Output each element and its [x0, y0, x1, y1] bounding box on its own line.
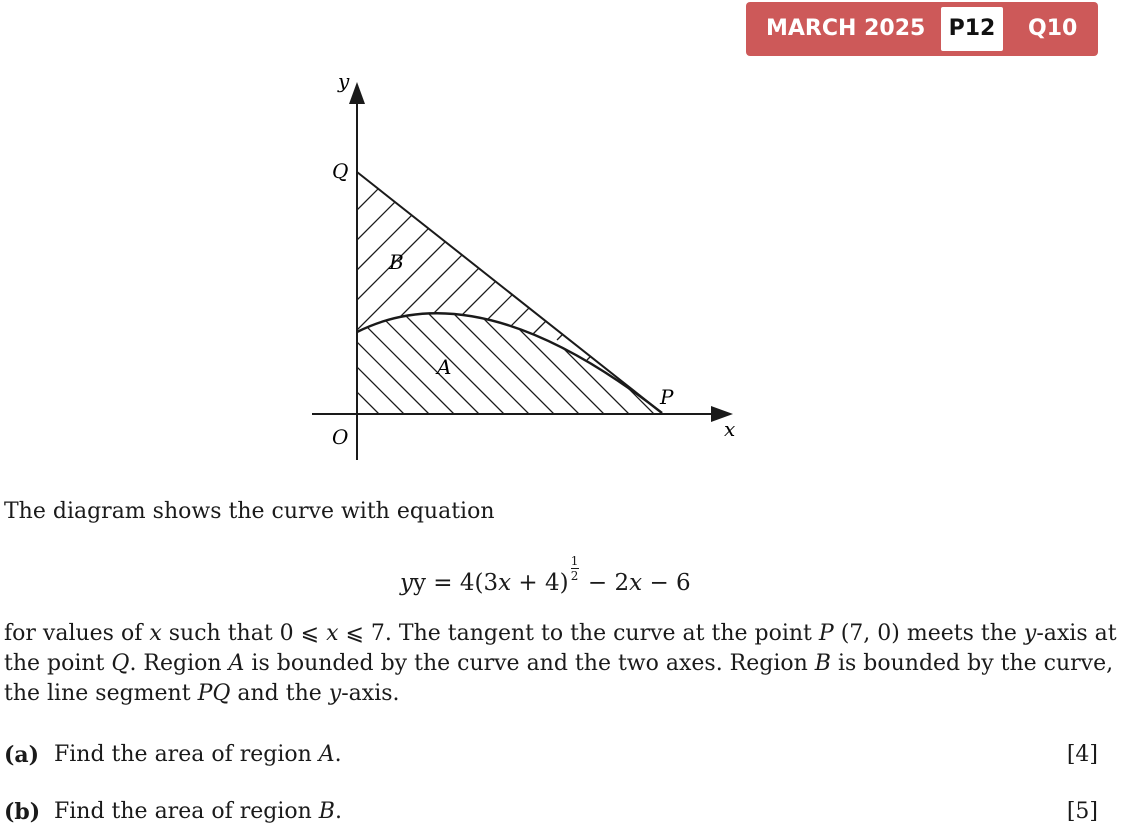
- equation-part: − 2: [580, 570, 630, 596]
- part-marks: [5]: [1066, 799, 1098, 824]
- exam-reference-badge: [746, 2, 1098, 56]
- description-variable: PQ: [197, 681, 231, 706]
- y-axis-label: y: [338, 69, 350, 93]
- origin-label: O: [332, 425, 349, 449]
- description-variable: y: [328, 681, 342, 706]
- part-marks: [4]: [1066, 742, 1098, 767]
- description-variable: A: [228, 651, 245, 676]
- part-end: .: [334, 742, 342, 767]
- part-label: (b): [4, 799, 41, 825]
- part-text: [54, 797, 342, 827]
- equation-part: − 6: [642, 570, 691, 596]
- description-variable: x: [326, 621, 339, 646]
- description-variable: B: [814, 651, 831, 676]
- equation-variable: x: [498, 570, 512, 596]
- curve-equation: [400, 555, 691, 598]
- point-p-label: P: [660, 385, 674, 409]
- paper-number-label: P12: [941, 7, 1003, 51]
- exponent-denominator: 2: [570, 569, 579, 583]
- equation-variable: x: [629, 570, 643, 596]
- part-region: B: [318, 799, 335, 824]
- question-intro: The diagram shows the curve with equation: [4, 499, 495, 524]
- description-text: is bounded by the curve, the line segment: [4, 651, 1114, 706]
- x-axis-label: x: [724, 417, 736, 441]
- exam-session-label: MARCH 2025: [766, 16, 926, 41]
- part-region: A: [318, 742, 335, 767]
- description-text: ⩽ 7. The tangent to the curve at the point: [338, 621, 819, 646]
- description-text: -axis.: [341, 681, 400, 706]
- description-variable: P: [818, 621, 834, 646]
- description-text: (7, 0) meets the: [833, 621, 1024, 646]
- part-end: .: [334, 799, 342, 824]
- exponent-numerator: 1: [570, 554, 579, 568]
- part-label: (a): [4, 742, 40, 768]
- description-text: -axis at the point: [4, 621, 1117, 676]
- part-text: [54, 740, 342, 770]
- tangent-line-pq: [357, 172, 662, 413]
- region-b-label: B: [389, 250, 404, 274]
- equation-exponent: [571, 555, 579, 582]
- description-text: is bounded by the curve and the two axes. Region: [244, 651, 815, 676]
- description-variable: Q: [111, 651, 130, 676]
- point-q-label: Q: [332, 159, 349, 183]
- description-variable: y: [1023, 621, 1037, 646]
- region-b-hatching: [357, 157, 800, 360]
- y-axis-arrow: [349, 82, 365, 104]
- region-a-hatching: [257, 292, 654, 414]
- description-variable: x: [149, 621, 162, 646]
- part-instruction: Find the area of region: [54, 799, 319, 824]
- description-text: and the: [230, 681, 329, 706]
- equation-part: + 4): [511, 570, 569, 596]
- question-number-label: Q10: [1028, 16, 1078, 41]
- region-a-label: A: [437, 355, 452, 379]
- description-text: for values of: [4, 621, 150, 646]
- question-description: [4, 619, 1124, 709]
- description-text: such that 0 ⩽: [161, 621, 327, 646]
- equation-y-symbol: y: [400, 570, 413, 596]
- description-text: . Region: [129, 651, 229, 676]
- part-instruction: Find the area of region: [54, 742, 319, 767]
- equation-part: y = 4(3: [413, 570, 499, 596]
- curve-diagram: [0, 60, 760, 470]
